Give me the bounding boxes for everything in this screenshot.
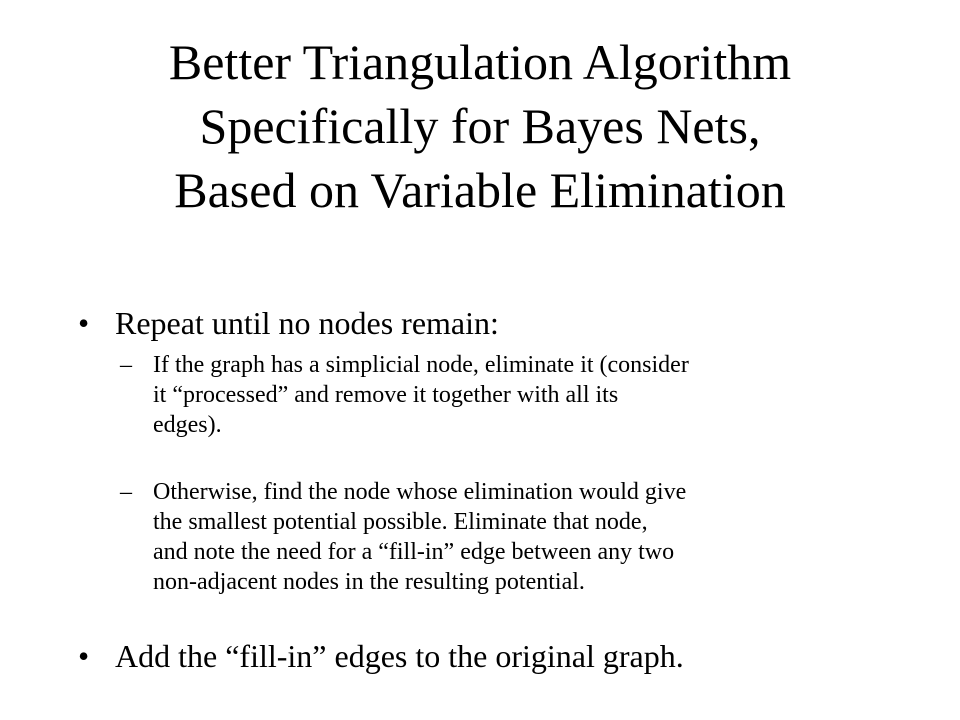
- subbullet-otherwise: [120, 477, 880, 597]
- subbullet-line: it “processed” and remove it together with all its: [153, 382, 619, 408]
- subbullet-line: If the graph has a simplicial node, eliminate it (consider: [153, 352, 689, 378]
- subbullet-line: edges).: [153, 412, 222, 438]
- title-line: Based on Variable Elimination: [174, 162, 786, 218]
- bullet-marker: •: [78, 638, 90, 674]
- subbullet-line: non-adjacent nodes in the resulting potential.: [153, 569, 585, 595]
- subbullet-marker: –: [120, 352, 132, 378]
- bullet-text: Repeat until no nodes remain:: [115, 305, 499, 341]
- subbullet-line: and note the need for a “fill-in” edge between any two: [153, 539, 675, 565]
- title-line: Specifically for Bayes Nets,: [199, 98, 761, 154]
- title-line: Better Triangulation Algorithm: [168, 34, 792, 90]
- bullet-text: Add the “fill-in” edges to the original graph.: [115, 638, 684, 674]
- subbullet-simplicial: [120, 350, 880, 440]
- subbullet-line: Otherwise, find the node whose elimination would give: [153, 479, 687, 505]
- subbullet-marker: –: [120, 479, 132, 505]
- subbullet-line: the smallest potential possible. Eliminate that node,: [153, 509, 648, 535]
- slide-title: [0, 30, 960, 222]
- bullet-marker: •: [78, 305, 90, 341]
